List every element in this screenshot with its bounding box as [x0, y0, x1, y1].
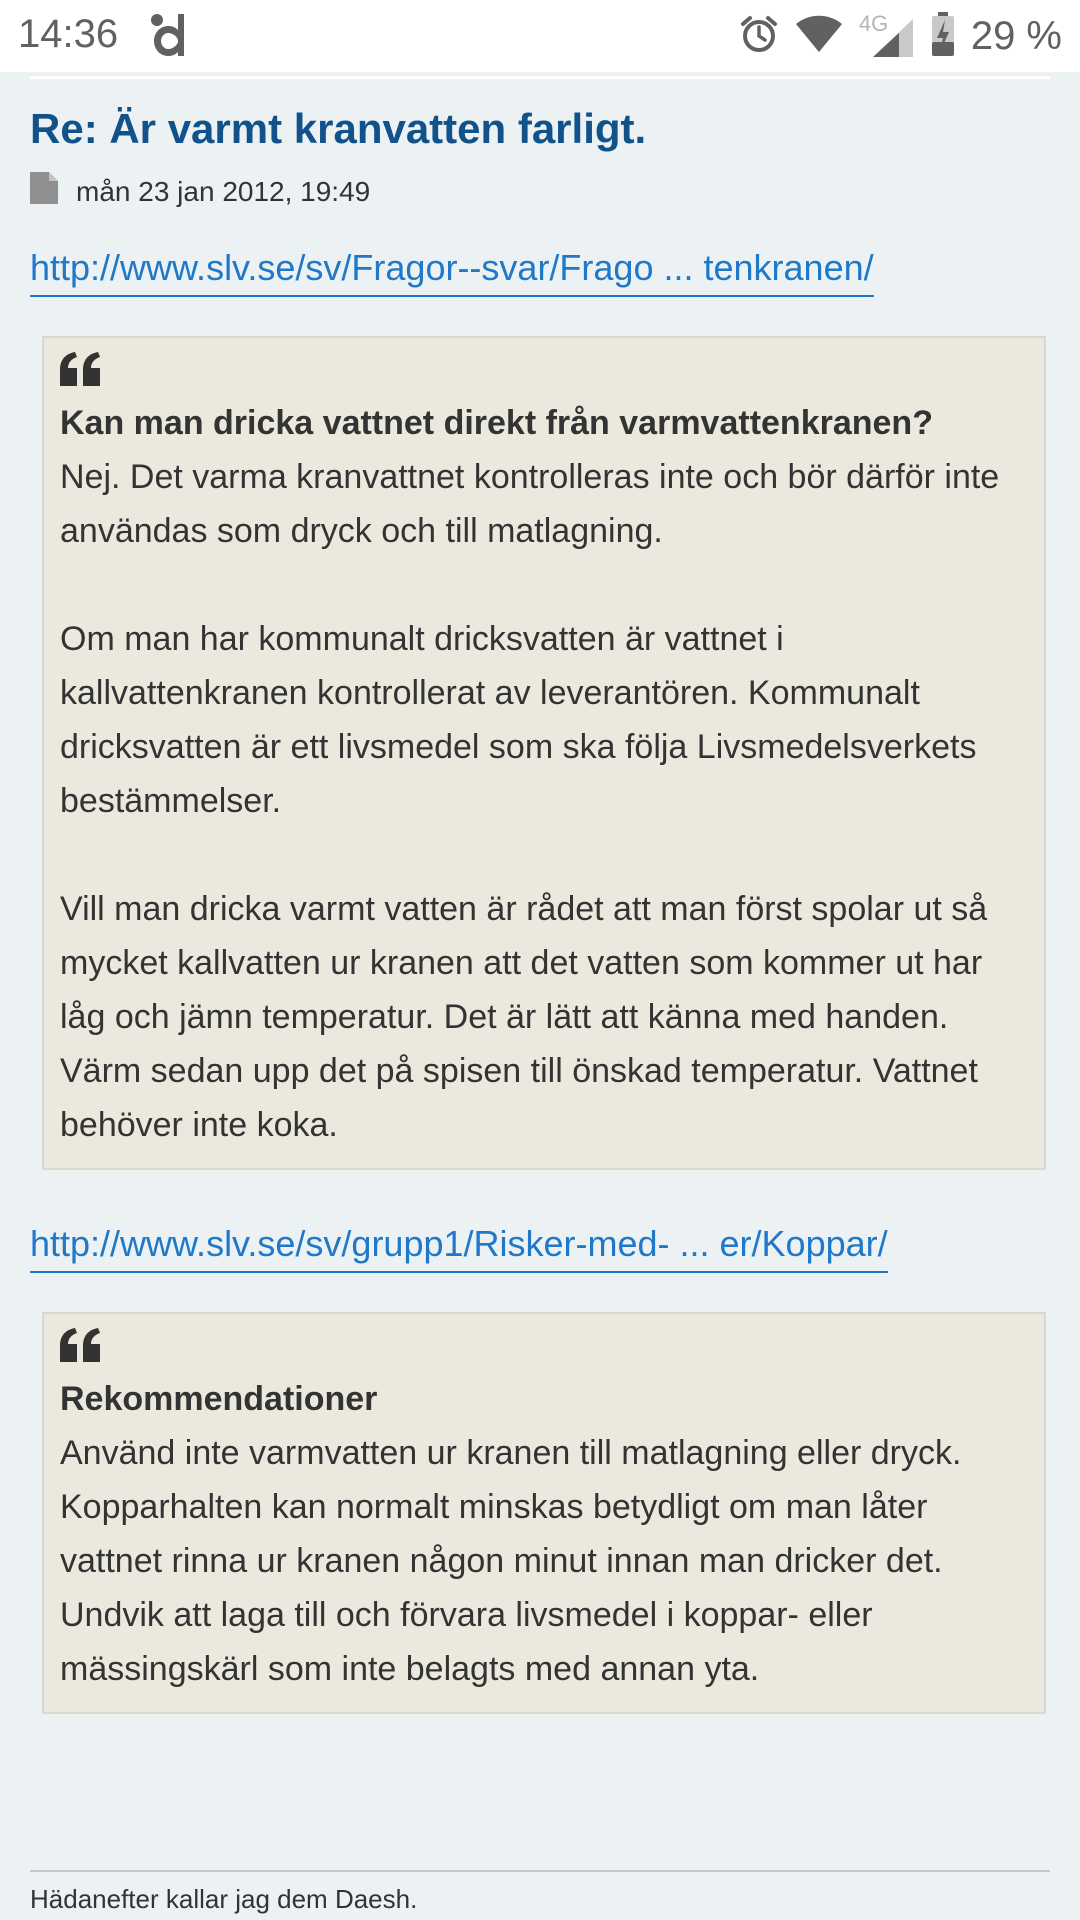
quote-paragraph: Om man har kommunalt dricksvatten är vattnet i kallvattenkranen kontrollerat av leverantören. Kommunalt dricksvatten är ett livsmedel som ska följa Livsmedelsverkets bestämmelser.: [60, 620, 977, 820]
status-bar: [0, 0, 1080, 72]
alarm-icon: [739, 14, 779, 59]
post-title[interactable]: Re: Är varmt kranvatten farligt.: [30, 105, 647, 152]
quote-body: [60, 1372, 1028, 1696]
status-time: 14:36: [18, 12, 119, 56]
divider: [30, 76, 1050, 79]
quote-paragraph: Vill man dricka varmt vatten är rådet att man först spolar ut så mycket kallvatten ur kranen att det vatten som kommer ut har låg och jämn temperatur. Det är lätt att känna med handen. Värm sedan upp det på spisen till önskad temperatur. Vattnet behöver inte koka.: [60, 890, 988, 1144]
quote-paragraph: Nej. Det varma kranvattnet kontrolleras inte och bör därför inte användas som dryck och till matlagning.: [60, 458, 1000, 550]
link-slv-fragor-svar[interactable]: http://www.slv.se/sv/Fragor--svar/Frago ... tenkranen/: [30, 246, 874, 297]
wifi-icon: [795, 14, 843, 59]
quote-heading: Rekommendationer: [60, 1380, 378, 1418]
status-icons: [739, 8, 1062, 64]
quote-heading: Kan man dricka vattnet direkt från varmvattenkranen?: [60, 404, 933, 442]
quote-body: [60, 396, 1028, 1152]
network-type: 4G: [858, 11, 889, 36]
post-file-icon[interactable]: [30, 172, 58, 211]
signature-divider: [30, 1870, 1050, 1872]
battery-percent: 29 %: [970, 13, 1062, 58]
battery-charging-icon: [931, 12, 955, 61]
link-slv-koppar[interactable]: http://www.slv.se/sv/grupp1/Risker-med- ... er/Koppar/: [30, 1222, 888, 1273]
post-content: [0, 72, 1080, 1920]
post-date: mån 23 jan 2012, 19:49: [76, 175, 371, 207]
d-app-icon: [148, 12, 192, 63]
signal-icon: [859, 13, 915, 59]
post-meta: [30, 172, 370, 211]
quote-icon: [60, 1328, 1028, 1368]
quote-block-2: [42, 1312, 1046, 1714]
quote-paragraph: Använd inte varmvatten ur kranen till matlagning eller dryck. Kopparhalten kan normalt minskas betydligt om man låter vattnet rinna ur kranen någon minut innan man dricker det. Undvik att laga till och förvara livsmedel i koppar- eller mässingskärl som inte belagts med annan yta.: [60, 1434, 962, 1688]
quote-block-1: [42, 336, 1046, 1170]
quote-icon: [60, 352, 1028, 392]
signature: Hädanefter kallar jag dem Daesh.: [30, 1884, 418, 1914]
